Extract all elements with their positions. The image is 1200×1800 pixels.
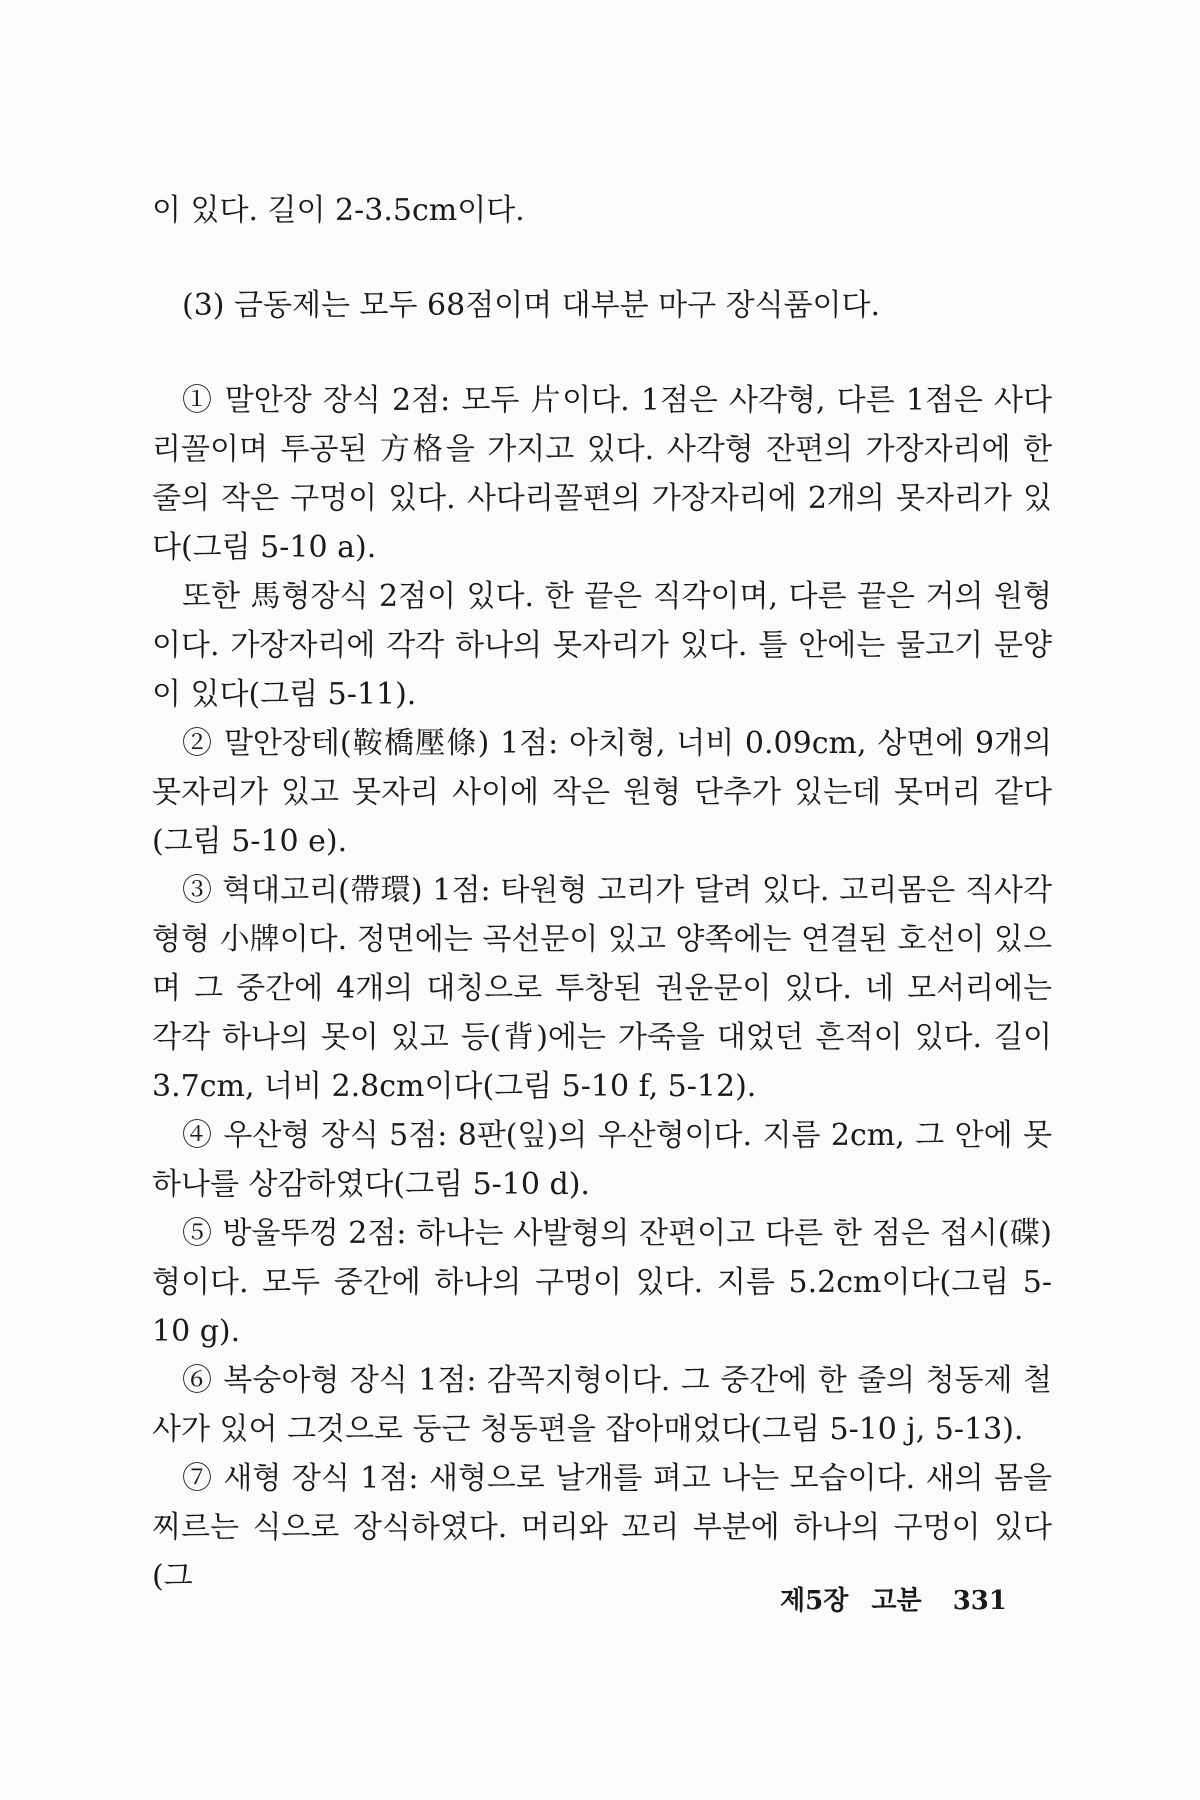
paragraph-item-2: ② 말안장테(鞍橋壓條) 1점: 아치형, 너비 0.09cm, 상면에 9개의 못자리가 있고 못자리 사이에 작은 원형 단추가 있는데 못머리 같다(그림 5-10 e). [152, 726, 1052, 859]
page-footer [780, 1580, 1007, 1617]
paragraph-item-6: ⑥ 복숭아형 장식 1점: 감꼭지형이다. 그 중간에 한 줄의 청동제 철사가 있어 그것으로 둥근 청동편을 잡아매었다(그림 5-10 j, 5-13). [152, 1363, 1052, 1447]
paragraph-item-4: ④ 우산형 장식 5점: 8판(잎)의 우산형이다. 지름 2cm, 그 안에 못 하나를 상감하였다(그림 5-10 d). [152, 1118, 1052, 1202]
paragraph-item-3: ③ 혁대고리(帶環) 1점: 타원형 고리가 달려 있다. 고리몸은 직사각형형 小牌이다. 정면에는 곡선문이 있고 양쪽에는 연결된 호선이 있으며 그 중간에 4개의 대칭으로 투창된 권운문이 있다. 네 모서리에는 각각 하나의 못이 있고 등(背)에는 가죽을 대었던 흔적이 있다. 길이 3.7cm, 너비 2.8cm이다(그림 5-10 f, 5-12). [152, 873, 1052, 1104]
footer-title: 고분 [871, 1586, 922, 1616]
section-heading-3: (3) 금동제는 모두 68점이며 대부분 마구 장식품이다. [182, 288, 881, 323]
footer-chapter: 제5장 [780, 1586, 849, 1616]
body-text [152, 186, 1052, 1601]
paragraph-item-5: ⑤ 방울뚜껑 2점: 하나는 사발형의 잔편이고 다른 한 점은 접시(碟)형이다. 모두 중간에 하나의 구멍이 있다. 지름 5.2cm이다(그림 5-10 g). [152, 1216, 1052, 1349]
page-number: 331 [952, 1586, 1007, 1616]
paragraph-item-7: ⑦ 새형 장식 1점: 새형으로 날개를 펴고 나는 모습이다. 새의 몸을 찌르는 식으로 장식하였다. 머리와 꼬리 부분에 하나의 구멍이 있다(그 [152, 1461, 1052, 1594]
paragraph-item-1: ① 말안장 장식 2점: 모두 片이다. 1점은 사각형, 다른 1점은 사다리꼴이며 투공된 方格을 가지고 있다. 사각형 잔편의 가장자리에 한 줄의 작은 구멍이 있다. 사다리꼴편의 가장자리에 2개의 못자리가 있다(그림 5-10 a). [152, 383, 1052, 565]
paragraph-continuation: 이 있다. 길이 2-3.5cm이다. [152, 193, 525, 228]
paragraph-horse-ornament: 또한 馬형장식 2점이 있다. 한 끝은 직각이며, 다른 끝은 거의 원형이다. 가장자리에 각각 하나의 못자리가 있다. 틀 안에는 물고기 문양이 있다(그림 5-11). [152, 579, 1052, 712]
